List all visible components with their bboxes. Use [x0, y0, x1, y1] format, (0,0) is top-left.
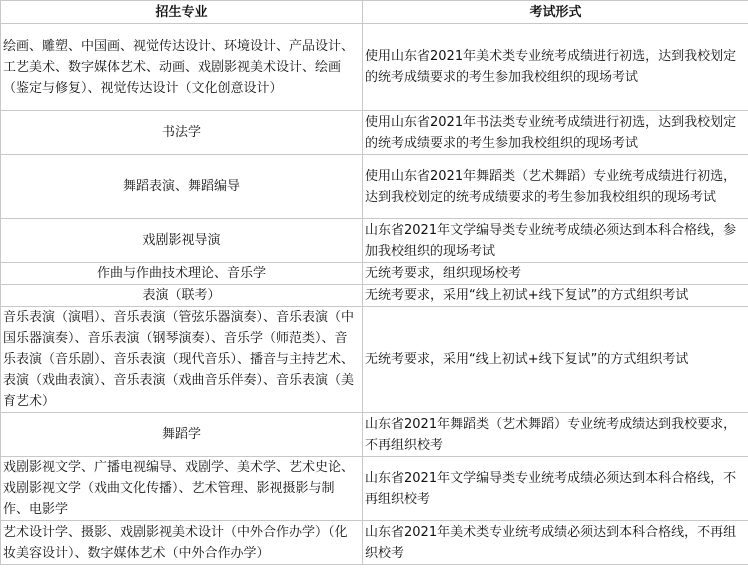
- major-cell: 音乐表演（演唱）、音乐表演（管弦乐器演奏）、音乐表演（中国乐器演奏）、音乐表演（钢琴演奏）、音乐学（师范类）、音乐表演（音乐剧）、音乐表演（现代音乐）、播音与主持艺术、表演（戏曲表演）、音乐表演（戏曲音乐伴奏）、音乐表演（美育艺术）: [1, 307, 363, 413]
- exam-cell: 使用山东省2021年舞蹈类（艺术舞蹈）专业统考成绩进行初选，达到我校划定的统考成绩要求的考生参加我校组织的现场考试: [363, 155, 748, 219]
- major-cell: 舞蹈学: [1, 413, 363, 457]
- exam-cell: 山东省2021年舞蹈类（艺术舞蹈）专业统考成绩达到我校要求，不再组织校考: [363, 413, 748, 457]
- header-exam-form: 考试形式: [363, 1, 748, 24]
- table-row: [1, 155, 748, 219]
- table-row: [1, 263, 748, 285]
- table-row: [1, 111, 748, 155]
- table-row: [1, 457, 748, 521]
- major-cell: 戏剧影视文学、广播电视编导、戏剧学、美术学、艺术史论、戏剧影视文学（戏曲文化传播）、艺术管理、影视摄影与制作、电影学: [1, 457, 363, 521]
- exam-cell: 无统考要求，采用“线上初试+线下复试”的方式组织考试: [363, 285, 748, 307]
- major-cell: 舞蹈表演、舞蹈编导: [1, 155, 363, 219]
- major-cell: 书法学: [1, 111, 363, 155]
- exam-cell: 无统考要求，采用“线上初试+线下复试”的方式组织考试: [363, 307, 748, 413]
- exam-cell: 山东省2021年美术类专业统考成绩必须达到本科合格线，不再组织校考: [363, 521, 748, 565]
- exam-cell: 山东省2021年文学编导类专业统考成绩必须达到本科合格线，参加我校组织的现场考试: [363, 219, 748, 263]
- table-row: [1, 285, 748, 307]
- exam-cell: 使用山东省2021年美术类专业统考成绩进行初选，达到我校划定的统考成绩要求的考生参加我校组织的现场考试: [363, 24, 748, 111]
- table-row: [1, 521, 748, 565]
- major-cell: 表演（联考）: [1, 285, 363, 307]
- table-row: [1, 413, 748, 457]
- table-header-row: [1, 1, 748, 24]
- table-row: [1, 219, 748, 263]
- major-cell: 作曲与作曲技术理论、音乐学: [1, 263, 363, 285]
- major-cell: 戏剧影视导演: [1, 219, 363, 263]
- exam-cell: 山东省2021年文学编导类专业统考成绩必须达到本科合格线，不再组织校考: [363, 457, 748, 521]
- major-cell: 艺术设计学、摄影、戏剧影视美术设计（中外合作办学）（化妆美容设计）、数字媒体艺术（中外合作办学）: [1, 521, 363, 565]
- major-cell: 绘画、雕塑、中国画、视觉传达设计、环境设计、产品设计、工艺美术、数字媒体艺术、动画、戏剧影视美术设计、绘画（鉴定与修复）、视觉传达设计（文化创意设计）: [1, 24, 363, 111]
- exam-cell: 使用山东省2021年书法类专业统考成绩进行初选，达到我校划定的统考成绩要求的考生参加我校组织的现场考试: [363, 111, 748, 155]
- header-major: 招生专业: [1, 1, 363, 24]
- exam-cell: 无统考要求，组织现场校考: [363, 263, 748, 285]
- table-row: [1, 307, 748, 413]
- table-row: [1, 24, 748, 111]
